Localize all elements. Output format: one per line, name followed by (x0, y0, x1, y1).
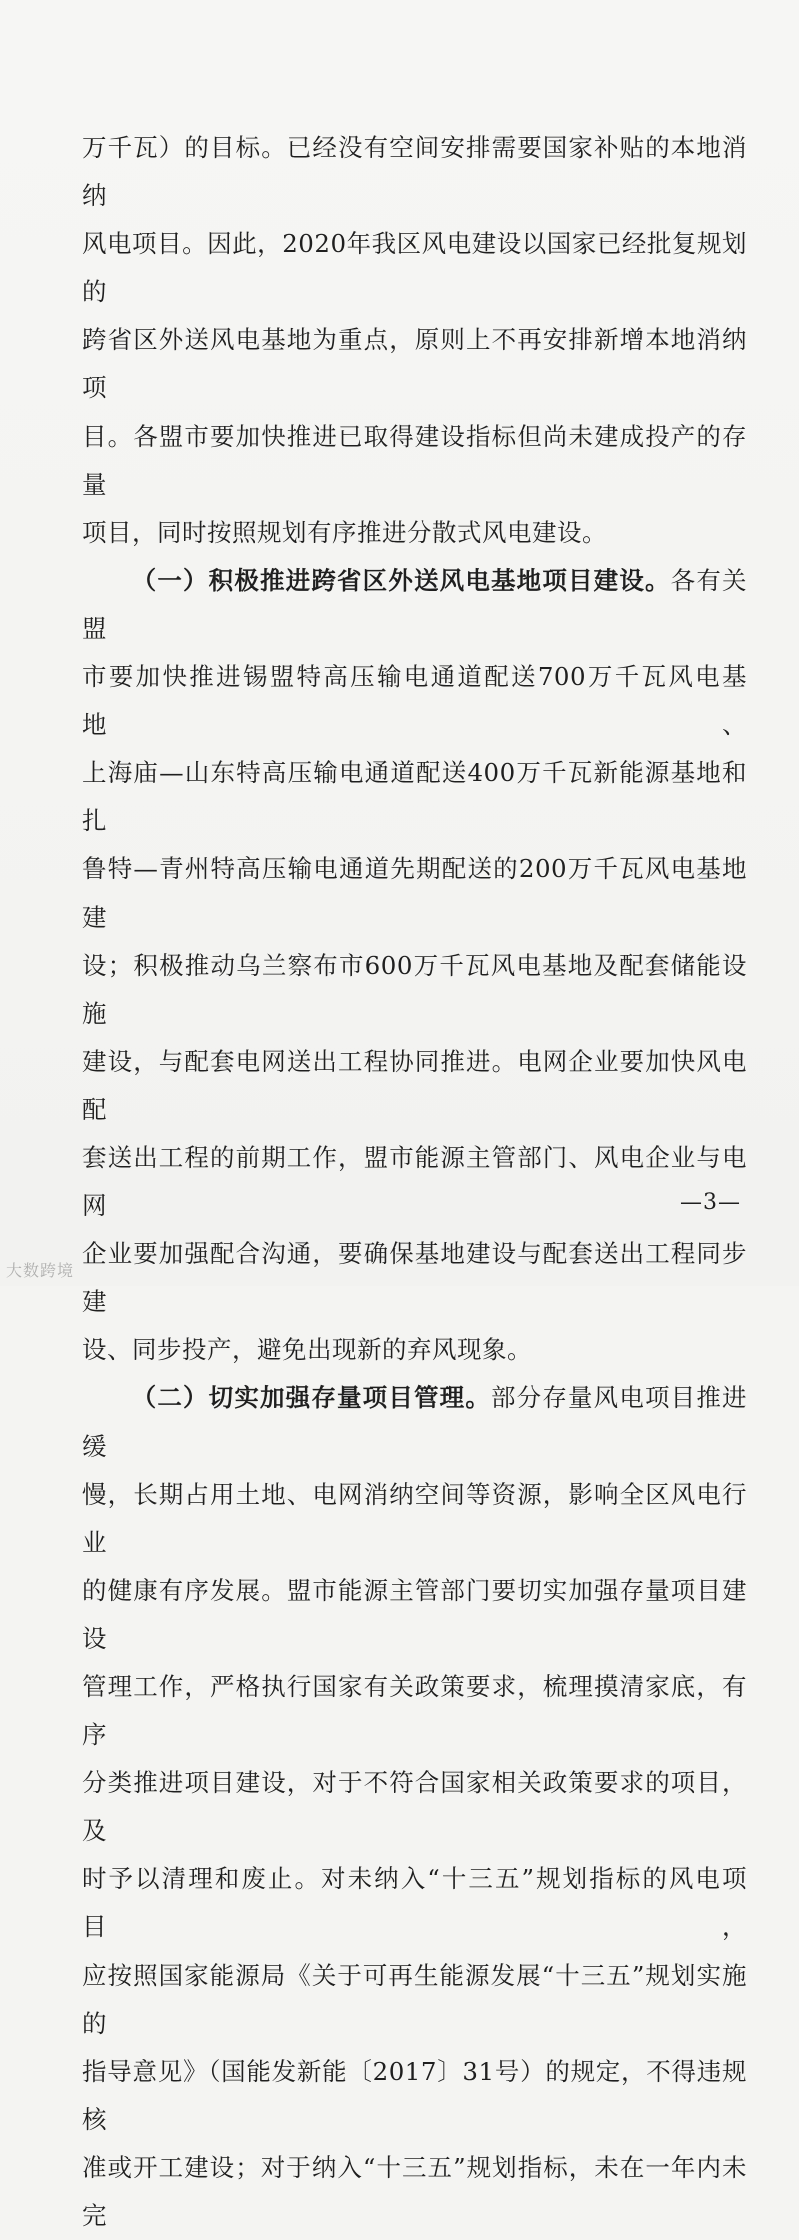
section-2-line: 慢，长期占用土地、电网消纳空间等资源，影响全区风电行业 (82, 1479, 747, 1557)
section-2-line: 的健康有序发展。盟市能源主管部门要切实加强存量项目建设 (82, 1575, 747, 1653)
document-body (82, 124, 747, 2240)
section-2-line: 时予以清理和废止。对未纳入“十三五”规划指标的风电项目， (82, 1864, 747, 1942)
body-line: 跨省区外送风电基地为重点，原则上不再安排新增本地消纳项 (82, 325, 747, 403)
section-1-line: 市要加快推进锡盟特高压输电通道配送700万千瓦风电基地、 (82, 662, 747, 740)
section-1-line: 设；积极推动乌兰察布市600万千瓦风电基地及配套储能设施 (82, 950, 747, 1028)
section-1-first-line-text: 各有关盟 (82, 565, 748, 643)
body-line: 项目，同时按照规划有序推进分散式风电建设。 (82, 517, 607, 547)
section-2-heading: （二）切实加强存量项目管理。 (131, 1383, 491, 1413)
section-1-last-line: 设、同步投产，避免出现新的弃风现象。 (82, 1335, 532, 1365)
section-2-line: 应按照国家能源局《关于可再生能源发展“十三五”规划实施的 (82, 1960, 747, 2038)
watermark: 大数跨境 (6, 1261, 75, 1280)
section-2-line: 指导意见》（国能发新能〔2017〕31号）的规定，不得违规核 (82, 2056, 747, 2134)
section-1-line: 建设，与配套电网送出工程协同推进。电网企业要加快风电配 (82, 1046, 747, 1124)
section-1-line: 套送出工程的前期工作，盟市能源主管部门、风电企业与电网 (82, 1142, 747, 1221)
section-2-first-line (82, 1374, 747, 1470)
section-1-line: 企业要加强配合沟通，要确保基地建设与配套送出工程同步建 (82, 1239, 747, 1317)
section-2-line: 分类推进项目建设，对于不符合国家相关政策要求的项目，及 (82, 1768, 747, 1846)
section-1-line: 上海庙—山东特高压输电通道配送400万千瓦新能源基地和扎 (82, 758, 747, 836)
section-1-heading: （一）积极推进跨省区外送风电基地项目建设。 (131, 565, 671, 595)
section-1-line: 鲁特—青州特高压输电通道先期配送的200万千瓦风电基地建 (82, 854, 747, 932)
page-number: —3— (680, 1190, 741, 1215)
section-2-line: 准或开工建设；对于纳入“十三五”规划指标，未在一年内未完 (82, 2152, 747, 2231)
section-2-line: 管理工作，严格执行国家有关政策要求，梳理摸清家底，有序 (82, 1672, 747, 1750)
section-2-first-line-text: 部分存量风电项目推进缓 (82, 1383, 747, 1461)
section-1-first-line (82, 557, 747, 653)
body-line: 目。各盟市要加快推进已取得建设指标但尚未建成投产的存量 (82, 421, 747, 499)
body-line: 万千瓦）的目标。已经没有空间安排需要国家补贴的本地消纳 (82, 133, 747, 211)
body-line: 风电项目。因此，2020年我区风电建设以国家已经批复规划的 (82, 229, 747, 307)
